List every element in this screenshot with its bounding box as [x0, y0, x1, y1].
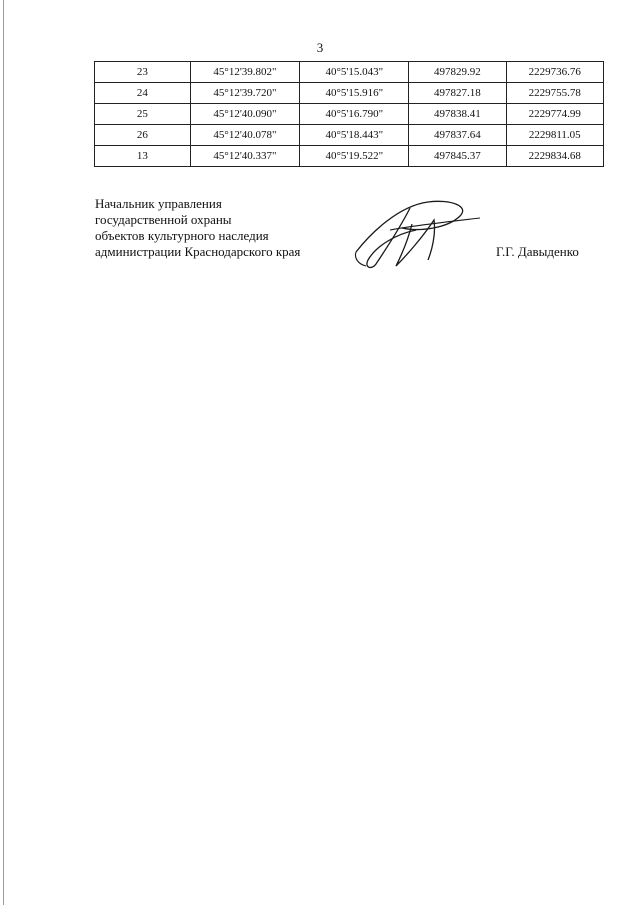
table-cell: 26	[95, 125, 191, 146]
table-cell: 2229736.76	[506, 62, 603, 83]
scan-edge-line	[3, 0, 4, 905]
signatory-position	[95, 196, 300, 260]
table-cell: 45°12'40.337"	[190, 146, 299, 167]
table-cell: 24	[95, 83, 191, 104]
table-cell: 2229834.68	[506, 146, 603, 167]
page-number: 3	[316, 40, 324, 55]
table-cell: 40°5'18.443"	[300, 125, 409, 146]
table-cell: 2229755.78	[506, 83, 603, 104]
signer-name: Г.Г. Давыденко	[496, 244, 579, 259]
coordinates-table	[94, 61, 604, 167]
table-cell: 40°5'15.916"	[300, 83, 409, 104]
table-cell: 40°5'19.522"	[300, 146, 409, 167]
table-cell: 497827.18	[409, 83, 506, 104]
table-cell: 2229774.99	[506, 104, 603, 125]
coordinates-table-body	[95, 62, 604, 167]
table-cell: 45°12'40.090"	[190, 104, 299, 125]
table-row	[95, 146, 604, 167]
table-cell: 45°12'39.802"	[190, 62, 299, 83]
table-cell: 497845.37	[409, 146, 506, 167]
table-cell: 497829.92	[409, 62, 506, 83]
table-cell: 497837.64	[409, 125, 506, 146]
table-row	[95, 104, 604, 125]
table-cell: 40°5'16.790"	[300, 104, 409, 125]
handwritten-signature	[350, 194, 485, 272]
table-cell: 25	[95, 104, 191, 125]
position-line-4: администрации Краснодарского края	[95, 244, 301, 259]
table-row	[95, 125, 604, 146]
table-cell: 40°5'15.043"	[300, 62, 409, 83]
position-line-1: Начальник управления	[95, 196, 222, 211]
table-row	[95, 62, 604, 83]
table-cell: 45°12'40.078"	[190, 125, 299, 146]
table-row	[95, 83, 604, 104]
table-cell: 45°12'39.720"	[190, 83, 299, 104]
position-line-3: объектов культурного наследия	[95, 228, 269, 243]
position-line-2: государственной охраны	[95, 212, 232, 227]
table-cell: 23	[95, 62, 191, 83]
table-cell: 2229811.05	[506, 125, 603, 146]
table-cell: 497838.41	[409, 104, 506, 125]
table-cell: 13	[95, 146, 191, 167]
